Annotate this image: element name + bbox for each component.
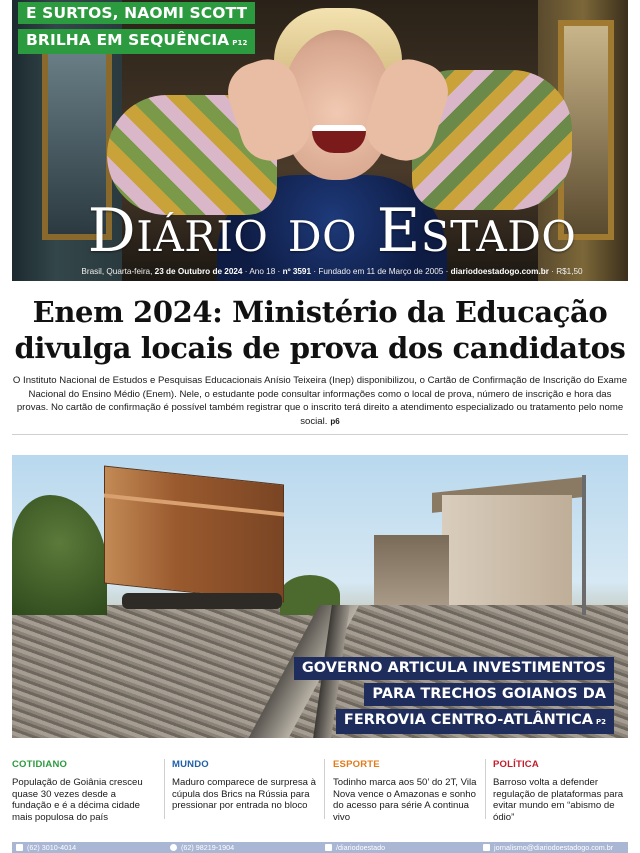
footer-phone-text: (62) 3010-4014 xyxy=(27,843,77,852)
railway-headline-line-2 xyxy=(364,683,614,706)
railway-headline-text: FERROVIA CENTRO-ATLÂNTICA xyxy=(343,712,593,728)
dateline-issue: nº 3591 xyxy=(282,267,312,276)
facebook-icon xyxy=(325,844,332,851)
dateline-price: · R$1,50 xyxy=(551,267,583,276)
hero-tag-page: P12 xyxy=(232,39,248,47)
railway-shed xyxy=(374,535,449,605)
hero-tag-text: BRILHA EM SEQUÊNCIA xyxy=(26,31,230,49)
dateline-founded: · Fundado em 11 de Março de 2005 · xyxy=(313,267,449,276)
dateline-year: · Ano 18 · xyxy=(244,267,281,276)
section-cotidiano[interactable] xyxy=(12,759,158,827)
divider-line xyxy=(12,434,628,435)
railway-headline-line-3 xyxy=(336,709,614,734)
railway-headline-line-1 xyxy=(294,657,614,680)
masthead-dateline xyxy=(24,266,628,278)
section-label: COTIDIANO xyxy=(12,759,68,770)
section-esporte[interactable] xyxy=(333,759,479,827)
hero-tag-text: E SURTOS, NAOMI SCOTT xyxy=(26,4,248,22)
railway-pole xyxy=(582,475,586,615)
footer-email[interactable] xyxy=(483,842,613,853)
section-label: MUNDO xyxy=(172,759,209,770)
section-label: ESPORTE xyxy=(333,759,380,770)
main-headline[interactable] xyxy=(12,294,628,366)
section-politica[interactable] xyxy=(493,759,628,827)
railway-wagon-wheels xyxy=(122,593,282,609)
footer-whatsapp-text: (62) 98219-1904 xyxy=(181,843,235,852)
hero-tag-line-1[interactable] xyxy=(18,2,255,24)
railway-photo xyxy=(12,455,628,738)
email-icon xyxy=(483,844,490,851)
section-text: Maduro comparece de surpresa à cúpula dos Brics na Rússia para pressionar por entrada no bloco xyxy=(172,777,316,811)
main-headline-line-1: Enem 2024: Ministério da Educação xyxy=(32,295,608,329)
footer-facebook[interactable] xyxy=(325,842,385,853)
footer-email-text: jornalismo@diariodoestadogo.com.br xyxy=(494,843,614,852)
section-text: Barroso volta a defender regulação de plataformas para evitar mundo em “abismo de ódio” xyxy=(493,777,624,823)
section-mundo[interactable] xyxy=(172,759,318,827)
main-lead-text: O Instituto Nacional de Estudos e Pesquisas Educacionais Anísio Teixeira (Inep) disponibilizou, o Cartão de Confirmação de Inscrição do Exame Nacional do Ensino Médio (Enem). Nele, o estudante pode consultar informações como o local de prova, número de inscrição e hora das provas. No cartão de confirmação é possível também registrar que o inscrito terá direito a atendimento especializado ou tratamento pelo nome social. xyxy=(12,375,628,427)
section-text: População de Goiânia cresceu quase 30 vezes desde a fundação e é a décima cidade mais populosa do país xyxy=(12,777,143,823)
footer-phone[interactable] xyxy=(16,842,76,853)
section-divider xyxy=(485,759,486,819)
phone-icon xyxy=(16,844,23,851)
railway-headline-text: PARA TRECHOS GOIANOS DA xyxy=(372,686,606,702)
railway-headline-text: GOVERNO ARTICULA INVESTIMENTOS xyxy=(301,660,606,676)
whatsapp-icon xyxy=(170,844,177,851)
section-label: POLÍTICA xyxy=(493,759,539,770)
dateline-date: 23 de Outubro de 2024 xyxy=(154,267,243,276)
masthead-title: Diário do Estado xyxy=(87,196,577,266)
railway-headline[interactable] xyxy=(294,657,614,737)
section-divider xyxy=(164,759,165,819)
footer-facebook-text: /diariodoestado xyxy=(336,843,386,852)
main-headline-line-2: divulga locais de prova dos candidatos xyxy=(14,331,626,365)
section-divider xyxy=(324,759,325,819)
dateline-prefix: Brasil, Quarta-feira, xyxy=(81,267,153,276)
main-lead xyxy=(12,374,628,428)
railway-wagon xyxy=(104,466,284,603)
dateline-site[interactable]: diariodoestadogo.com.br xyxy=(450,267,549,276)
footer-whatsapp[interactable] xyxy=(170,842,234,853)
hero-tag-line-2[interactable] xyxy=(18,29,255,54)
section-text: Todinho marca aos 50’ do 2T, Vila Nova vence o Amazonas e sonho do acesso para série A continua vivo xyxy=(333,777,477,823)
railway-station xyxy=(442,495,572,605)
footer-contact-bar xyxy=(12,842,628,853)
railway-headline-page: P2 xyxy=(595,718,606,726)
section-teasers xyxy=(12,759,628,827)
railway-trees-left xyxy=(12,495,107,615)
main-lead-page: p6 xyxy=(330,416,340,426)
